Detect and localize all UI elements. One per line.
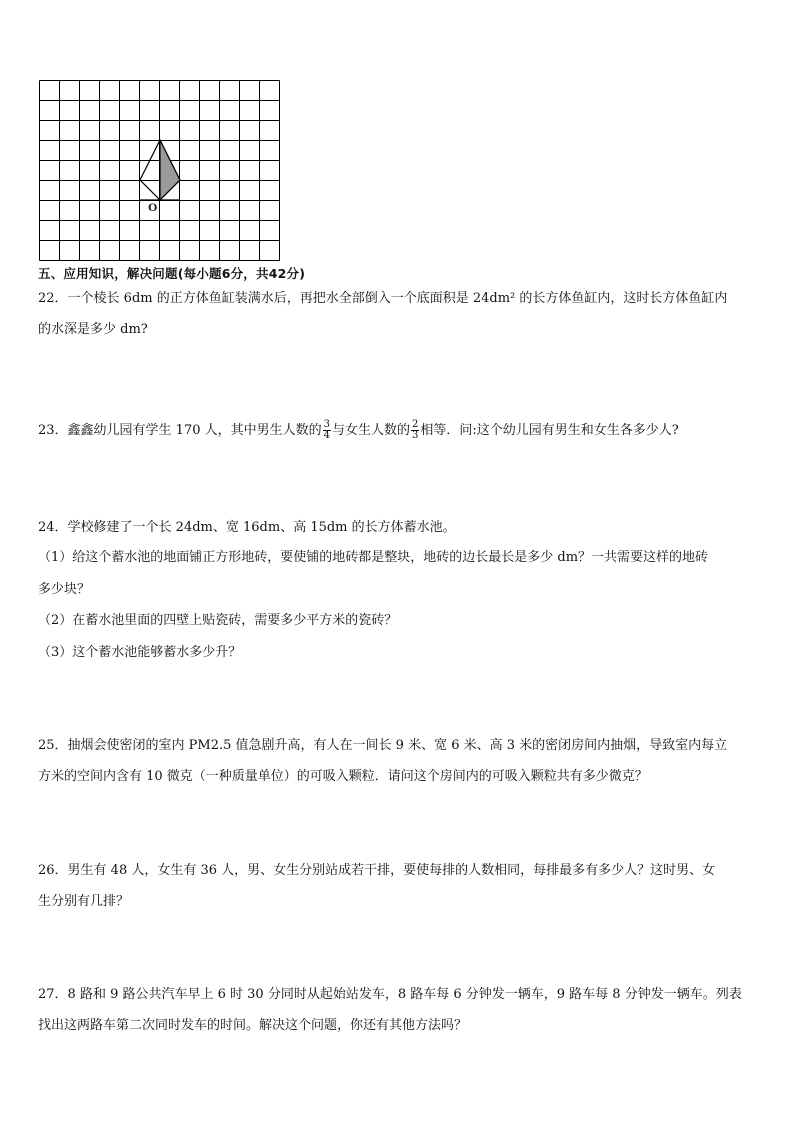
q27-line1: 27．8 路和 9 路公共汽车早上 6 时 30 分同时从起始站发车，8 路车每 6 分钟发一辆车，9 路车每 8 分钟发一辆车。列表 (38, 987, 742, 1002)
q25-line1: 25．抽烟会使密闭的室内 PM2.5 值急剧升高，有人在一间长 9 米、宽 6 米、高 3 米的密闭房间内抽烟，导致室内每立 (38, 738, 728, 753)
q24-sub1-line2: 多少块？ (38, 582, 91, 597)
q24-sub1-line1: （1）给这个蓄水池的地面铺正方形地砖，要使铺的地砖都是整块，地砖的边长最长是多少 dm？一共需要这样的地砖 (38, 550, 709, 565)
grid-diagram (39, 80, 280, 261)
q24-intro: 24．学校修建了一个长 24dm、宽 16dm、高 15dm 的长方体蓄水池。 (38, 520, 456, 535)
q22-line1: 22．一个棱长 6dm 的正方体鱼缸装满水后，再把水全部倒入一个底面积是 24dm² 的长方体鱼缸内，这时长方体鱼缸内 (38, 291, 728, 306)
q23-frac1-numerator: 3 (323, 419, 330, 430)
q23-frac2-numerator: 2 (412, 419, 419, 430)
q24-sub2: （2）在蓄水池里面的四壁上贴瓷砖，需要多少平方米的瓷砖？ (38, 613, 398, 628)
q23-frac2-denominator: 3 (412, 430, 419, 441)
grid-figure (39, 80, 280, 261)
q23-frac1-denominator: 4 (323, 430, 330, 441)
q23-line (38, 420, 679, 441)
q27-line2: 找出这两路车第二次同时发车的时间。解决这个问题，你还有其他方法吗？ (38, 1018, 468, 1033)
q23-text-part2: 与女生人数的 (332, 423, 411, 438)
section-heading: 五、应用知识，解决问题(每小题6分，共42分) (38, 266, 306, 281)
q23-fraction-2 (411, 420, 419, 441)
q22-line2: 的水深是多少 dm? (38, 322, 148, 337)
origin-label: O (148, 200, 158, 214)
q23-fraction-1 (323, 420, 331, 441)
q23-text-part3: 相等．问:这个幼儿园有男生和女生各多少人? (420, 423, 679, 438)
q24-sub3: （3）这个蓄水池能够蓄水多少升？ (38, 645, 242, 660)
kite-shaded-half (160, 140, 180, 200)
q23-text-part1: 23．鑫鑫幼儿园有学生 170 人，其中男生人数的 (38, 423, 322, 438)
q25-line2: 方米的空间内含有 10 微克（一种质量单位）的可吸入颗粒．请问这个房间内的可吸入颗粒共有多少微克？ (38, 769, 648, 784)
q26-line1: 26．男生有 48 人，女生有 36 人，男、女生分别站成若干排，要使每排的人数相同，每排最多有多少人？这时男、女 (38, 863, 716, 878)
q26-line2: 生分别有几排？ (38, 894, 130, 909)
